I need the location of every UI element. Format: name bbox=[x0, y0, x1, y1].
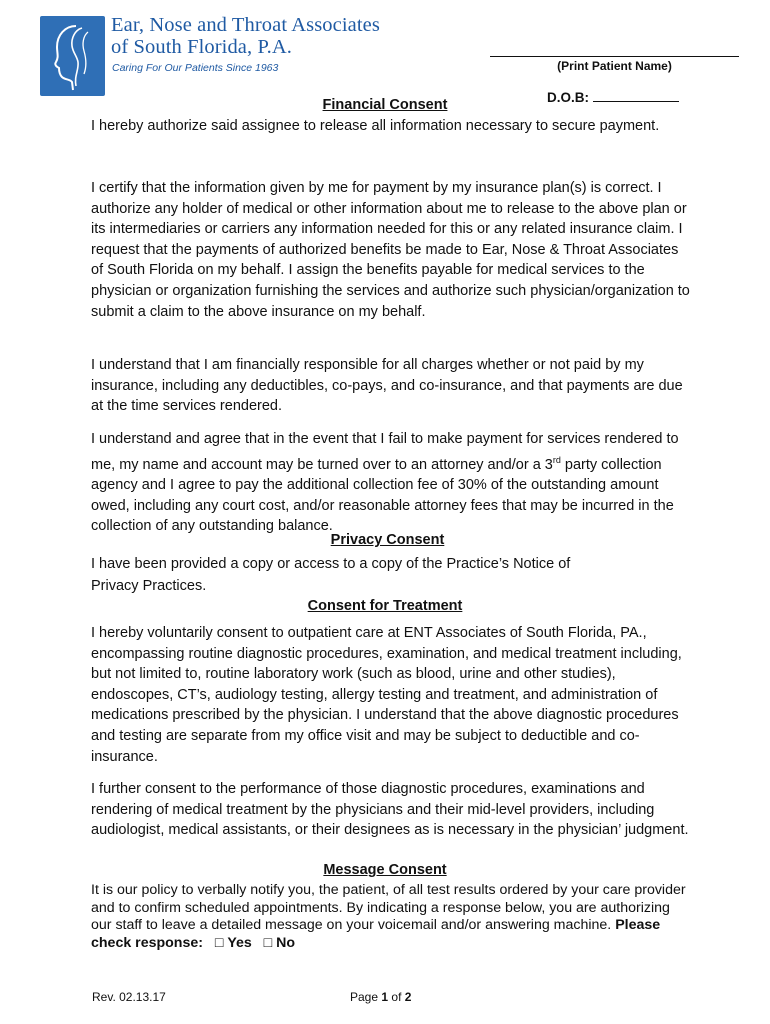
yes-label: Yes bbox=[227, 934, 252, 951]
no-label: No bbox=[276, 934, 296, 951]
practice-logo bbox=[40, 16, 105, 96]
revision-label: Rev. 02.13.17 bbox=[92, 990, 166, 1004]
practice-tagline: Caring For Our Patients Since 1963 bbox=[112, 62, 279, 74]
financial-consent-heading: Financial Consent bbox=[322, 97, 448, 113]
practice-name-line1: Ear, Nose and Throat Associates bbox=[111, 14, 380, 36]
page-number bbox=[350, 990, 411, 1004]
privacy-consent-heading: Privacy Consent bbox=[330, 532, 445, 548]
yes-option[interactable] bbox=[215, 935, 252, 951]
dob-label: D.O.B: bbox=[547, 90, 589, 105]
no-checkbox[interactable]: □ bbox=[263, 934, 273, 951]
practice-name-line2: of South Florida, P.A. bbox=[111, 36, 293, 58]
message-consent-p1 bbox=[91, 882, 691, 952]
dob-input-line[interactable] bbox=[593, 89, 679, 102]
page-total: 2 bbox=[404, 990, 412, 1004]
page-current: 1 bbox=[381, 990, 389, 1004]
treatment-consent-heading: Consent for Treatment bbox=[307, 598, 463, 614]
dob-field bbox=[547, 89, 679, 105]
check-response-prompt: Please check response: bbox=[91, 917, 661, 951]
message-consent-heading: Message Consent bbox=[323, 862, 447, 878]
head-profile-icon bbox=[40, 16, 105, 96]
ordinal-suffix: rd bbox=[552, 454, 561, 465]
financial-consent-p4-before: I understand and agree that in the event that I fail to make payment for services rendered to me, my name and account may be turned over to an attorney and/or a 3 bbox=[91, 431, 679, 473]
financial-consent-p4 bbox=[91, 429, 691, 537]
yes-checkbox[interactable]: □ bbox=[214, 934, 224, 951]
financial-consent-p3: I understand that I am financially responsible for all charges whether or not paid by my insurance, including any deductibles, co-pays, and co-insurance, and that payments are due at the time services rendered. bbox=[91, 357, 683, 415]
privacy-consent-p1: I have been provided a copy or access to a copy of the Practice’s Notice of Privacy Practices. bbox=[91, 556, 571, 594]
financial-consent-p2: I certify that the information given by me for payment by my insurance plan(s) is correct. I authorize any holder of medical or other information about me to release to the above plan or its intermediaries or carriers any information needed for this or any related insurance claim. I request that the payments of authorized benefits be made to Ear, Nose & Throat Associates of South Florida on my behalf. I assign the benefits payable for medical services to the physician or organization furnishing the services and authorize such physician/organization to submit a claim to the above insurance on my behalf. bbox=[91, 180, 690, 320]
page-word: Page bbox=[350, 990, 379, 1004]
treatment-consent-p2: I further consent to the performance of those diagnostic procedures, examinations and rendering of medical treatment by the physicians and their mid-level providers, including audiologist, medical assistants, or their designees as is necessary in the physician’ judgment. bbox=[91, 781, 689, 839]
financial-consent-p1: I hereby authorize said assignee to release all information necessary to secure payment. bbox=[91, 118, 660, 134]
print-patient-name-label: (Print Patient Name) bbox=[557, 59, 672, 73]
financial-consent-p4-after: party collection agency and I agree to pay the additional collection fee of 30% of the outstanding amount owed, including any court cost, and/or reasonable attorney fees that may be incurred in the collection of any outstanding balance. bbox=[91, 456, 674, 535]
practice-name bbox=[111, 14, 380, 58]
treatment-consent-p1: I hereby voluntarily consent to outpatient care at ENT Associates of South Florida, PA., encompassing routine diagnostic procedures, examination, and medical treatment including, but not limited to, routine laboratory work (such as blood, urine and other studies), endoscopes, CT’s, audiology testing, allergy testing and treatment, and administration of medications prescribed by the physician. I understand that the above diagnostic procedures and testing are separate from my office visit and may be subject to deductible and co-insurance. bbox=[91, 625, 682, 765]
message-consent-text: It is our policy to verbally notify you, the patient, of all test results ordered by your care provider and to confirm scheduled appointments. By indicating a response below, you are authorizing our staff to leave a detailed message on your voicemail and/or answering machine. bbox=[91, 882, 686, 933]
patient-name-line[interactable] bbox=[490, 56, 739, 57]
no-option[interactable] bbox=[264, 935, 295, 951]
page-of: of bbox=[391, 990, 402, 1004]
